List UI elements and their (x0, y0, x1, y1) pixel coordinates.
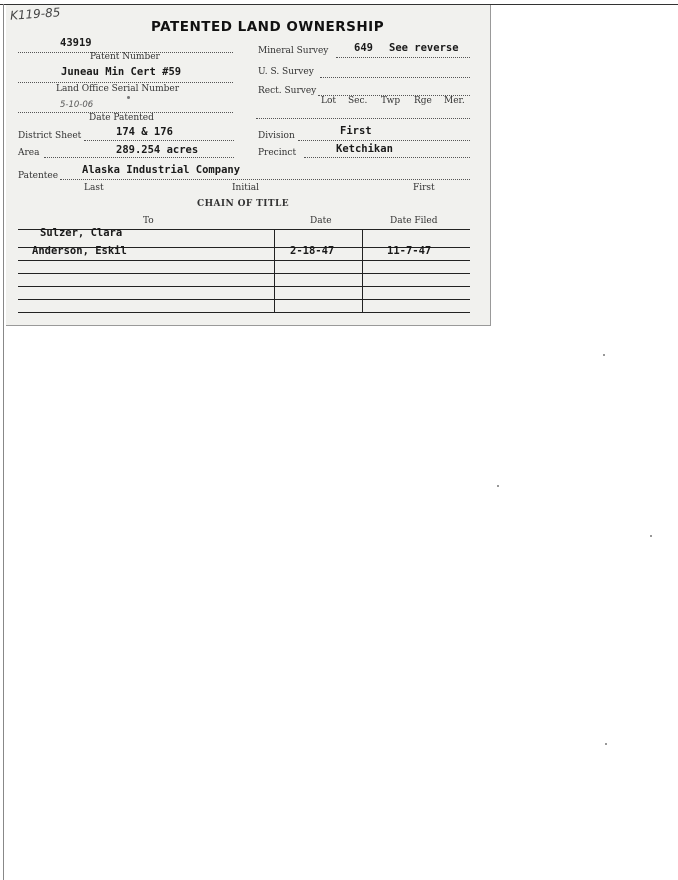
patentee-line (60, 179, 470, 180)
area-value: 289.254 acres (116, 144, 199, 156)
patent-number-label: Patent Number (90, 52, 160, 62)
chain-row-2-date: 2-18-47 (290, 245, 335, 257)
us-survey-line (320, 77, 470, 78)
land-office-serial-label: Land Office Serial Number (56, 84, 180, 94)
rect-survey-label: Rect. Survey (258, 86, 317, 96)
patentee-label: Patentee (18, 171, 59, 181)
name-part-first: First (413, 183, 435, 193)
name-part-initial: Initial (232, 183, 259, 193)
date-patented-value: 5-10-06 (60, 100, 94, 110)
area-line (44, 157, 234, 158)
scan-speck (603, 354, 605, 356)
patent-number-value: 43919 (60, 37, 92, 49)
district-sheet-line (84, 140, 234, 141)
rect-col-twp: Twp (381, 96, 401, 106)
rect-col-sec: Sec. (348, 96, 368, 106)
chain-row-2-date-filed: 11-7-47 (387, 245, 432, 257)
chain-column-divider (274, 229, 275, 312)
rect-col-mer: Mer. (444, 96, 465, 106)
chain-rule (18, 286, 470, 287)
scan-speck (650, 535, 652, 537)
mineral-survey-label: Mineral Survey (258, 46, 329, 56)
chain-row-2-to: Anderson, Eskil (32, 245, 127, 257)
card-title: PATENTED LAND OWNERSHIP (151, 19, 385, 35)
district-sheet-value: 174 & 176 (116, 126, 173, 138)
scan-speck (605, 743, 607, 745)
chain-column-divider (362, 229, 363, 312)
mineral-survey-note: See reverse (389, 42, 459, 54)
ink-dot (127, 96, 130, 99)
division-line (298, 140, 470, 141)
district-sheet-label: District Sheet (18, 131, 82, 141)
division-label: Division (258, 131, 295, 141)
area-label: Area (18, 148, 40, 158)
precinct-value: Ketchikan (336, 143, 393, 155)
chain-header-date-filed: Date Filed (390, 216, 438, 226)
scan-edge-left (3, 4, 4, 880)
mineral-survey-line (336, 57, 470, 58)
chain-rule (18, 299, 470, 300)
patentee-value: Alaska Industrial Company (82, 164, 241, 176)
chain-rule-bottom (18, 312, 470, 313)
rect-col-rge: Rge (414, 96, 432, 106)
scan-speck (497, 485, 499, 487)
chain-row-1-to: Sulzer, Clara (40, 227, 123, 239)
mineral-survey-value: 649 (354, 42, 373, 54)
land-office-serial-value: Juneau Min Cert #59 (61, 66, 182, 78)
handwritten-annotation: K119-85 (9, 5, 61, 23)
precinct-line (304, 157, 470, 158)
precinct-label: Precinct (258, 148, 297, 158)
chain-rule (18, 260, 470, 261)
us-survey-label: U. S. Survey (258, 67, 314, 77)
date-patented-label: Date Patented (89, 113, 154, 123)
rect-survey-blank-line (256, 118, 470, 119)
chain-of-title-heading: CHAIN OF TITLE (197, 199, 289, 209)
division-value: First (340, 125, 372, 137)
chain-header-to: To (143, 216, 154, 226)
chain-header-date: Date (310, 216, 332, 226)
land-office-line (18, 82, 233, 83)
rect-col-lot: Lot (321, 96, 337, 106)
name-part-last: Last (84, 183, 104, 193)
land-ownership-card (6, 5, 491, 326)
chain-rule (18, 273, 470, 274)
